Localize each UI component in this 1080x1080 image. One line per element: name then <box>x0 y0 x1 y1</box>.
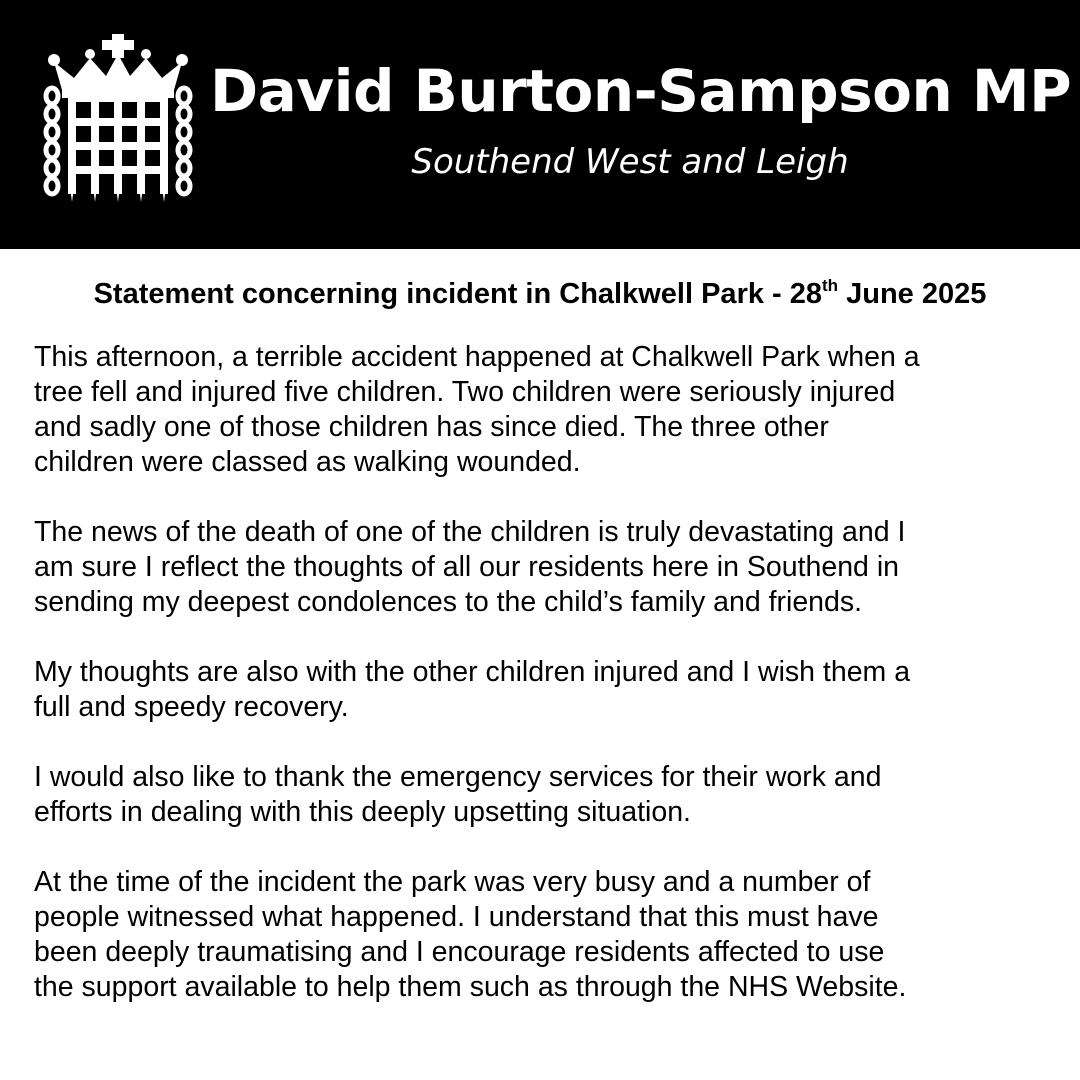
portcullis-icon <box>40 32 196 208</box>
statement-title-end: June 2025 <box>838 278 987 310</box>
statement-title-ordinal: th <box>822 276 839 295</box>
constituency-subtitle: Southend West and Leigh <box>411 142 849 182</box>
statement-paragraph: I would also like to thank the emergency services for their work and efforts in dealing with this deeply upsetting situation. <box>34 761 882 828</box>
header-banner <box>0 0 1080 249</box>
statement-paragraph: At the time of the incident the park was very busy and a number of people witnessed what happened. I understand that this must have been deeply traumatising and I encourage residents affected to use the support available to help them such as through the NHS Website. <box>34 866 907 1003</box>
statement-paragraph: This afternoon, a terrible accident happened at Chalkwell Park when a tree fell and injured five children. Two children were seriously injured and sadly one of those children has since died. The three other children were classed as walking wounded. <box>34 341 920 478</box>
statement-paragraph: My thoughts are also with the other children injured and I wish them a full and speedy recovery. <box>34 656 911 723</box>
statement-title <box>0 272 1080 316</box>
statement-title-main: Statement concerning incident in Chalkwell Park - 28 <box>93 278 823 310</box>
statement-body <box>34 340 1054 1040</box>
statement-paragraph: The news of the death of one of the children is truly devastating and I am sure I reflect the thoughts of all our residents here in Southend in sending my deepest condolences to the child’s family and friends. <box>34 516 906 618</box>
mp-name: David Burton-Sampson MP <box>210 57 1072 125</box>
